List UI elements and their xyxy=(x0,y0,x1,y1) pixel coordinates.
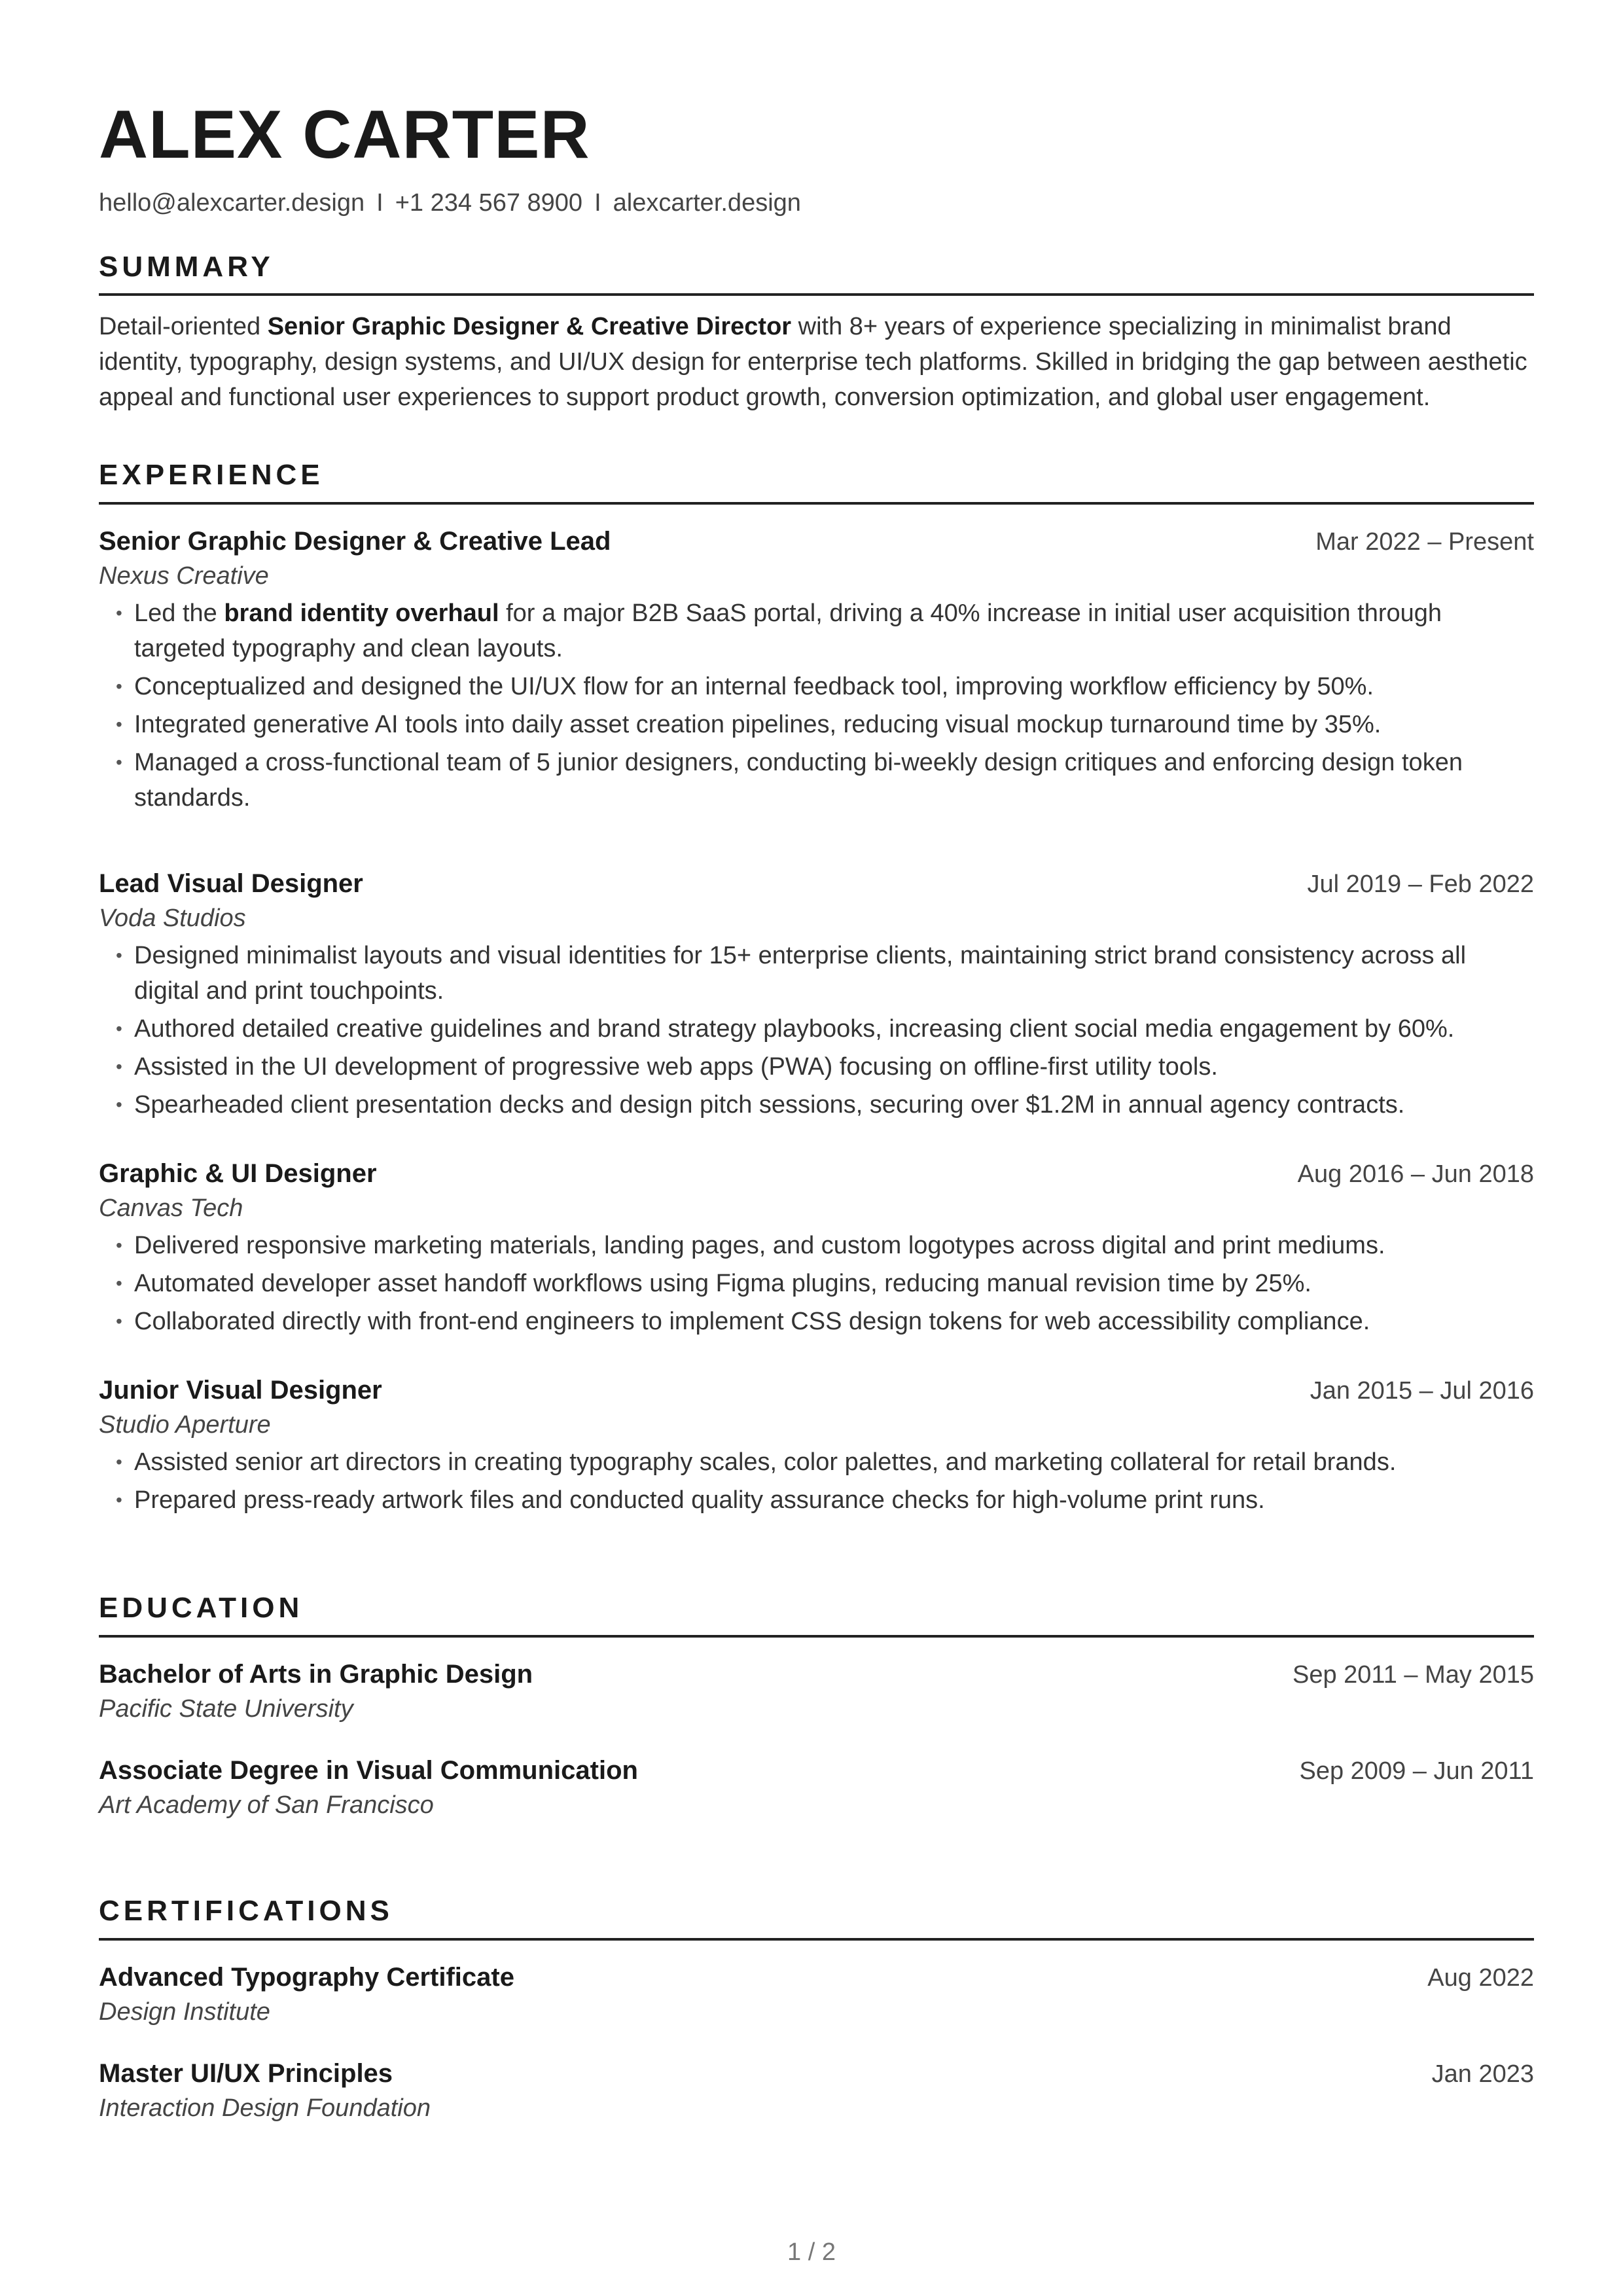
bullet-icon: • xyxy=(116,1056,122,1077)
bullet-icon: • xyxy=(116,714,122,735)
job-title: Senior Graphic Designer & Creative Lead xyxy=(99,527,611,556)
bullet-icon: • xyxy=(116,1235,122,1256)
job-date: Mar 2022 – Present xyxy=(1315,528,1534,556)
bullet-text: Prepared press-ready artwork files and conducted quality assurance checks for high-volume print runs. xyxy=(134,1486,1265,1515)
job-bullets xyxy=(99,1444,1534,1518)
bullet-item xyxy=(99,1049,1534,1085)
summary-intro: Detail-oriented xyxy=(99,313,268,341)
job-title: Junior Visual Designer xyxy=(99,1376,382,1405)
experience-entry xyxy=(99,1373,1534,1518)
page-number: 1 / 2 xyxy=(787,2238,836,2266)
bullet-icon: • xyxy=(116,1490,122,1511)
certification-issuer: Design Institute xyxy=(99,1998,270,2026)
bullet-text: Automated developer asset handoff workflows using Figma plugins, reducing manual revision time by 25%. xyxy=(134,1270,1311,1298)
job-bullets xyxy=(99,938,1534,1122)
summary-role: Senior Graphic Designer & Creative Director xyxy=(267,313,792,341)
contact-phone: +1 234 567 8900 xyxy=(395,189,583,217)
bullet-text: Integrated generative AI tools into daily asset creation pipelines, reducing visual mockup turnaround time by 35%. xyxy=(134,711,1382,739)
experience-section xyxy=(99,458,1534,1518)
certifications-section xyxy=(99,1894,1534,2125)
certification-date: Jan 2023 xyxy=(1431,2060,1534,2088)
section-title-experience: EXPERIENCE xyxy=(99,458,1534,505)
bullet-text: Spearheaded client presentation decks and design pitch sessions, securing over $1.2M in annual agency contracts. xyxy=(134,1091,1405,1119)
bullet-item xyxy=(99,1266,1534,1301)
job-title: Lead Visual Designer xyxy=(99,869,363,899)
bullet-icon: • xyxy=(116,752,122,773)
bullet-icon: • xyxy=(116,1094,122,1115)
section-title-summary: SUMMARY xyxy=(99,250,1534,296)
bullet-item xyxy=(99,707,1534,742)
bullet-bold-text: brand identity overhaul xyxy=(224,600,499,628)
job-bullets xyxy=(99,1228,1534,1339)
bullet-icon: • xyxy=(116,603,122,624)
bullet-item xyxy=(99,1011,1534,1047)
bullet-text: Authored detailed creative guidelines and brand strategy playbooks, increasing client social media engagement by 60%. xyxy=(134,1015,1455,1043)
job-company: Studio Aperture xyxy=(99,1411,271,1439)
certification-entry xyxy=(99,1960,1534,2029)
job-company: Canvas Tech xyxy=(99,1194,243,1223)
bullet-item xyxy=(99,596,1534,666)
contact-line xyxy=(99,188,1534,219)
resume-page xyxy=(99,92,1534,2125)
experience-entry xyxy=(99,524,1534,816)
contact-separator: I xyxy=(594,189,601,217)
summary-section xyxy=(99,250,1534,416)
bullet-icon: • xyxy=(116,945,122,966)
education-date: Sep 2011 – May 2015 xyxy=(1292,1660,1534,1689)
bullet-icon: • xyxy=(116,1452,122,1473)
resume-header xyxy=(99,97,1534,219)
bullet-icon: • xyxy=(116,1311,122,1332)
certification-name: Advanced Typography Certificate xyxy=(99,1962,514,1992)
bullet-text: Designed minimalist layouts and visual identities for 15+ enterprise clients, maintaining strict brand consistency across all digital and print touchpoints. xyxy=(134,942,1467,1005)
job-company: Nexus Creative xyxy=(99,562,269,590)
bullet-item xyxy=(99,669,1534,704)
candidate-name: ALEX CARTER xyxy=(99,97,590,173)
contact-separator: I xyxy=(376,189,383,217)
contact-email: hello@alexcarter.design xyxy=(99,189,365,217)
job-date: Aug 2016 – Jun 2018 xyxy=(1297,1160,1534,1189)
experience-entry xyxy=(99,1157,1534,1339)
job-bullets xyxy=(99,596,1534,816)
job-company: Voda Studios xyxy=(99,905,246,933)
summary-rest: with 8+ years of experience specializing in minimalist brand identity, typography, design systems, and UI/UX design for enterprise tech platforms. Skilled in bridging the gap between aesthetic appeal and functional user experiences to support product growth, conversion optimization, and global user engagement. xyxy=(99,313,1527,412)
school-name: Art Academy of San Francisco xyxy=(99,1791,434,1819)
bullet-item xyxy=(99,1228,1534,1263)
bullet-text: Assisted in the UI development of progressive web apps (PWA) focusing on offline-first utility tools. xyxy=(134,1053,1218,1081)
bullet-text: Conceptualized and designed the UI/UX flow for an internal feedback tool, improving workflow efficiency by 50%. xyxy=(134,673,1374,701)
job-title: Graphic & UI Designer xyxy=(99,1159,377,1189)
bullet-text: Assisted senior art directors in creating typography scales, color palettes, and marketing collateral for retail brands. xyxy=(134,1448,1397,1477)
bullet-item xyxy=(99,1482,1534,1518)
degree-title: Bachelor of Arts in Graphic Design xyxy=(99,1659,533,1689)
bullet-icon: • xyxy=(116,1273,122,1294)
bullet-item xyxy=(99,938,1534,1009)
experience-entry xyxy=(99,867,1534,1122)
job-date: Jul 2019 – Feb 2022 xyxy=(1307,870,1534,899)
certification-date: Aug 2022 xyxy=(1427,1964,1534,1992)
bullet-icon: • xyxy=(116,1018,122,1039)
bullet-item xyxy=(99,1087,1534,1122)
education-entry xyxy=(99,1753,1534,1822)
section-title-education: EDUCATION xyxy=(99,1591,1534,1638)
certification-entry xyxy=(99,2056,1534,2125)
bullet-item xyxy=(99,1444,1534,1480)
degree-title: Associate Degree in Visual Communication xyxy=(99,1755,638,1785)
bullet-text: Collaborated directly with front-end engineers to implement CSS design tokens for web accessibility compliance. xyxy=(134,1308,1370,1336)
bullet-text: Led the xyxy=(134,600,224,628)
bullet-icon: • xyxy=(116,676,122,697)
certification-issuer: Interaction Design Foundation xyxy=(99,2094,431,2122)
education-entry xyxy=(99,1657,1534,1726)
bullet-text: for a major B2B SaaS portal, driving a 40% increase in initial user acquisition through targeted typography and clean layouts. xyxy=(134,600,1442,663)
bullet-item xyxy=(99,745,1534,816)
section-title-certifications: CERTIFICATIONS xyxy=(99,1894,1534,1941)
certification-name: Master UI/UX Principles xyxy=(99,2058,393,2088)
bullet-item xyxy=(99,1304,1534,1339)
education-date: Sep 2009 – Jun 2011 xyxy=(1299,1757,1534,1785)
education-section xyxy=(99,1591,1534,1822)
contact-website: alexcarter.design xyxy=(613,189,801,217)
bullet-text: Managed a cross-functional team of 5 junior designers, conducting bi-weekly design critiques and enforcing design token standards. xyxy=(134,749,1463,812)
summary-text xyxy=(99,309,1534,415)
school-name: Pacific State University xyxy=(99,1695,353,1723)
bullet-text: Delivered responsive marketing materials, landing pages, and custom logotypes across digital and print mediums. xyxy=(134,1232,1385,1260)
job-date: Jan 2015 – Jul 2016 xyxy=(1310,1377,1534,1405)
